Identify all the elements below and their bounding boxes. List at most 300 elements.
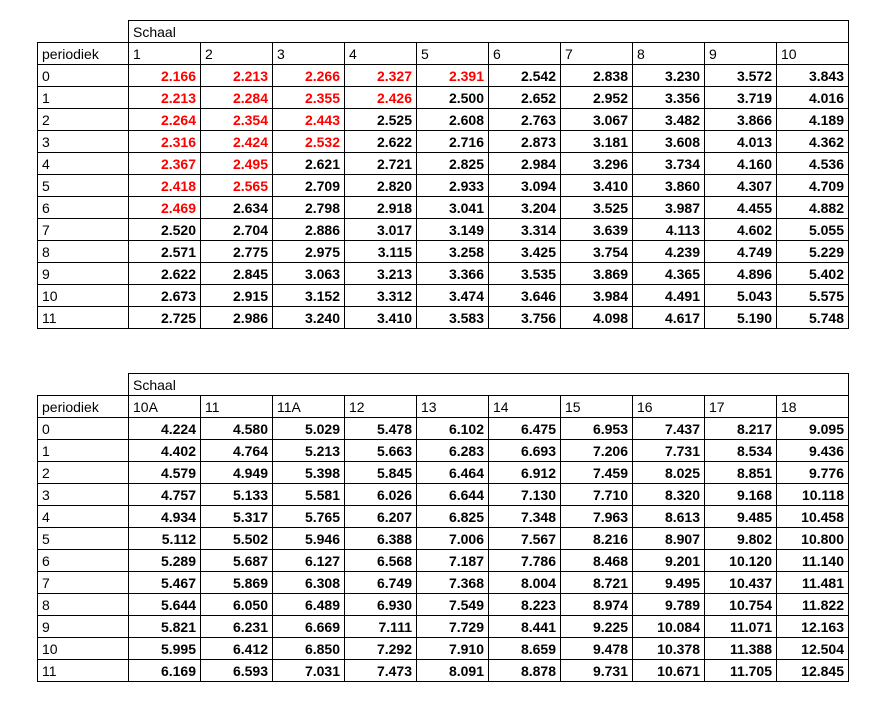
salary-value-cell: 2.918: [345, 197, 417, 219]
salary-value-cell: 3.041: [417, 197, 489, 219]
salary-value-cell: 6.169: [129, 660, 201, 682]
salary-value-cell: 2.571: [129, 241, 201, 263]
salary-value-cell: 5.229: [777, 241, 849, 263]
scale-column-header: 14: [489, 396, 561, 418]
periodiek-cell: 6: [38, 550, 129, 572]
salary-value-cell: 8.091: [417, 660, 489, 682]
salary-value-cell: 4.896: [705, 263, 777, 285]
group-header-row: [38, 374, 849, 396]
salary-value-cell: 5.029: [273, 418, 345, 440]
periodiek-cell: 7: [38, 572, 129, 594]
salary-value-cell: 3.213: [345, 263, 417, 285]
periodiek-cell: 8: [38, 241, 129, 263]
salary-value-cell: 3.535: [489, 263, 561, 285]
salary-value-cell: 3.312: [345, 285, 417, 307]
salary-value-cell: 2.424: [201, 131, 273, 153]
table-row: [38, 418, 849, 440]
scale-column-header: 3: [273, 43, 345, 65]
salary-value-cell: 11.705: [705, 660, 777, 682]
salary-value-cell: 3.754: [561, 241, 633, 263]
table-row: [38, 285, 849, 307]
salary-value-cell: 2.525: [345, 109, 417, 131]
salary-value-cell: 2.721: [345, 153, 417, 175]
salary-value-cell: 7.710: [561, 484, 633, 506]
salary-value-cell: 2.284: [201, 87, 273, 109]
salary-value-cell: 3.410: [345, 307, 417, 329]
table-row: [38, 440, 849, 462]
salary-value-cell: 3.149: [417, 219, 489, 241]
salary-value-cell: 2.532: [273, 131, 345, 153]
salary-value-cell: 3.240: [273, 307, 345, 329]
corner-cell: [38, 374, 129, 396]
salary-value-cell: 4.617: [633, 307, 705, 329]
salary-value-cell: 3.525: [561, 197, 633, 219]
table-row: [38, 241, 849, 263]
periodiek-cell: 4: [38, 153, 129, 175]
salary-value-cell: 2.542: [489, 65, 561, 87]
periodiek-cell: 8: [38, 594, 129, 616]
salary-value-cell: 9.789: [633, 594, 705, 616]
salary-value-cell: 4.764: [201, 440, 273, 462]
salary-value-cell: 3.181: [561, 131, 633, 153]
salary-value-cell: 5.946: [273, 528, 345, 550]
salary-value-cell: 6.953: [561, 418, 633, 440]
salary-value-cell: 6.489: [273, 594, 345, 616]
column-header-row: [38, 396, 849, 418]
salary-value-cell: 8.217: [705, 418, 777, 440]
salary-value-cell: 3.204: [489, 197, 561, 219]
periodiek-cell: 1: [38, 87, 129, 109]
salary-value-cell: 6.412: [201, 638, 273, 660]
salary-value-cell: 7.130: [489, 484, 561, 506]
salary-value-cell: 2.565: [201, 175, 273, 197]
salary-value-cell: 2.608: [417, 109, 489, 131]
salary-value-cell: 2.986: [201, 307, 273, 329]
salary-value-cell: 2.933: [417, 175, 489, 197]
salary-value-cell: 2.798: [273, 197, 345, 219]
salary-value-cell: 7.348: [489, 506, 561, 528]
salary-value-cell: 6.231: [201, 616, 273, 638]
table-row: [38, 638, 849, 660]
salary-value-cell: 6.388: [345, 528, 417, 550]
salary-value-cell: 3.482: [633, 109, 705, 131]
salary-value-cell: 6.283: [417, 440, 489, 462]
salary-value-cell: 5.845: [345, 462, 417, 484]
salary-value-cell: 7.473: [345, 660, 417, 682]
table-row: [38, 550, 849, 572]
salary-value-cell: 7.459: [561, 462, 633, 484]
table-row: [38, 87, 849, 109]
salary-value-cell: 9.168: [705, 484, 777, 506]
salary-value-cell: 3.639: [561, 219, 633, 241]
salary-value-cell: 2.709: [273, 175, 345, 197]
scale-column-header: 8: [633, 43, 705, 65]
salary-value-cell: 2.952: [561, 87, 633, 109]
periodiek-cell: 4: [38, 506, 129, 528]
salary-value-cell: 10.458: [777, 506, 849, 528]
salary-value-cell: 7.292: [345, 638, 417, 660]
scale-column-header: 11: [201, 396, 273, 418]
salary-value-cell: 2.355: [273, 87, 345, 109]
salary-value-cell: 8.004: [489, 572, 561, 594]
salary-value-cell: 7.731: [633, 440, 705, 462]
scale-column-header: 16: [633, 396, 705, 418]
salary-value-cell: 5.821: [129, 616, 201, 638]
salary-value-cell: 3.410: [561, 175, 633, 197]
salary-value-cell: 10.671: [633, 660, 705, 682]
salary-value-cell: 3.734: [633, 153, 705, 175]
salary-value-cell: 12.504: [777, 638, 849, 660]
salary-value-cell: 3.258: [417, 241, 489, 263]
salary-value-cell: 2.975: [273, 241, 345, 263]
salary-value-cell: 6.568: [345, 550, 417, 572]
salary-value-cell: 5.055: [777, 219, 849, 241]
salary-value-cell: 7.206: [561, 440, 633, 462]
corner-cell: [38, 21, 129, 43]
salary-value-cell: 2.622: [129, 263, 201, 285]
salary-value-cell: 7.567: [489, 528, 561, 550]
salary-value-cell: 6.308: [273, 572, 345, 594]
salary-value-cell: 4.491: [633, 285, 705, 307]
periodiek-cell: 6: [38, 197, 129, 219]
salary-value-cell: 11.481: [777, 572, 849, 594]
salary-value-cell: 11.822: [777, 594, 849, 616]
periodiek-cell: 0: [38, 418, 129, 440]
salary-value-cell: 6.693: [489, 440, 561, 462]
salary-table-2: [37, 373, 849, 682]
salary-value-cell: 3.866: [705, 109, 777, 131]
table-row: [38, 594, 849, 616]
salary-value-cell: 4.882: [777, 197, 849, 219]
scale-column-header: 13: [417, 396, 489, 418]
schaal-group-label: Schaal: [129, 21, 849, 43]
salary-value-cell: 7.549: [417, 594, 489, 616]
salary-value-cell: 2.266: [273, 65, 345, 87]
salary-value-cell: 2.763: [489, 109, 561, 131]
salary-value-cell: 10.800: [777, 528, 849, 550]
salary-value-cell: 12.845: [777, 660, 849, 682]
salary-value-cell: 8.907: [633, 528, 705, 550]
salary-value-cell: 3.719: [705, 87, 777, 109]
salary-value-cell: 7.111: [345, 616, 417, 638]
periodiek-cell: 7: [38, 219, 129, 241]
periodiek-cell: 2: [38, 462, 129, 484]
salary-value-cell: 8.613: [633, 506, 705, 528]
periodiek-cell: 11: [38, 307, 129, 329]
salary-value-cell: 2.367: [129, 153, 201, 175]
salary-value-cell: 2.443: [273, 109, 345, 131]
salary-value-cell: 2.725: [129, 307, 201, 329]
salary-value-cell: 5.289: [129, 550, 201, 572]
salary-value-cell: 10.120: [705, 550, 777, 572]
salary-value-cell: 7.963: [561, 506, 633, 528]
salary-value-cell: 6.475: [489, 418, 561, 440]
salary-value-cell: 3.356: [633, 87, 705, 109]
salary-value-cell: 8.721: [561, 572, 633, 594]
salary-value-cell: 2.873: [489, 131, 561, 153]
salary-value-cell: 5.190: [705, 307, 777, 329]
salary-value-cell: 9.731: [561, 660, 633, 682]
salary-value-cell: 7.729: [417, 616, 489, 638]
salary-value-cell: 2.652: [489, 87, 561, 109]
salary-value-cell: 5.398: [273, 462, 345, 484]
salary-value-cell: 11.140: [777, 550, 849, 572]
salary-value-cell: 2.354: [201, 109, 273, 131]
table-row: [38, 175, 849, 197]
periodiek-cell: 1: [38, 440, 129, 462]
salary-value-cell: 2.166: [129, 65, 201, 87]
salary-value-cell: 4.949: [201, 462, 273, 484]
salary-value-cell: 2.775: [201, 241, 273, 263]
salary-value-cell: 4.224: [129, 418, 201, 440]
salary-value-cell: 8.441: [489, 616, 561, 638]
salary-value-cell: 3.984: [561, 285, 633, 307]
salary-value-cell: 9.478: [561, 638, 633, 660]
salary-value-cell: 4.602: [705, 219, 777, 241]
table-row: [38, 197, 849, 219]
salary-value-cell: 10.378: [633, 638, 705, 660]
column-header-row: [38, 43, 849, 65]
salary-value-cell: 8.216: [561, 528, 633, 550]
periodiek-cell: 3: [38, 484, 129, 506]
salary-value-cell: 5.765: [273, 506, 345, 528]
salary-value-cell: 8.025: [633, 462, 705, 484]
salary-value-cell: 7.368: [417, 572, 489, 594]
salary-value-cell: 6.850: [273, 638, 345, 660]
table-row: [38, 484, 849, 506]
salary-value-cell: 3.646: [489, 285, 561, 307]
salary-value-cell: 4.113: [633, 219, 705, 241]
salary-value-cell: 4.189: [777, 109, 849, 131]
table-row: [38, 131, 849, 153]
salary-value-cell: 6.930: [345, 594, 417, 616]
salary-value-cell: 3.017: [345, 219, 417, 241]
salary-value-cell: 2.391: [417, 65, 489, 87]
salary-value-cell: 3.063: [273, 263, 345, 285]
salary-value-cell: 5.581: [273, 484, 345, 506]
salary-value-cell: 6.825: [417, 506, 489, 528]
salary-value-cell: 2.622: [345, 131, 417, 153]
salary-value-cell: 8.878: [489, 660, 561, 682]
salary-value-cell: 5.995: [129, 638, 201, 660]
periodiek-cell: 10: [38, 638, 129, 660]
salary-value-cell: 3.572: [705, 65, 777, 87]
salary-value-cell: 5.575: [777, 285, 849, 307]
salary-value-cell: 2.915: [201, 285, 273, 307]
periodiek-cell: 11: [38, 660, 129, 682]
salary-value-cell: 4.579: [129, 462, 201, 484]
scale-column-header: 18: [777, 396, 849, 418]
salary-value-cell: 5.687: [201, 550, 273, 572]
salary-value-cell: 10.754: [705, 594, 777, 616]
salary-value-cell: 3.296: [561, 153, 633, 175]
periodiek-cell: 3: [38, 131, 129, 153]
salary-value-cell: 2.327: [345, 65, 417, 87]
salary-value-cell: 3.583: [417, 307, 489, 329]
salary-value-cell: 5.644: [129, 594, 201, 616]
salary-value-cell: 9.201: [633, 550, 705, 572]
salary-value-cell: 3.115: [345, 241, 417, 263]
salary-value-cell: 4.098: [561, 307, 633, 329]
salary-value-cell: 6.749: [345, 572, 417, 594]
salary-value-cell: 2.469: [129, 197, 201, 219]
salary-value-cell: 5.112: [129, 528, 201, 550]
salary-value-cell: 2.418: [129, 175, 201, 197]
salary-value-cell: 6.644: [417, 484, 489, 506]
salary-value-cell: 8.223: [489, 594, 561, 616]
salary-table-1: [37, 20, 849, 329]
salary-value-cell: 10.118: [777, 484, 849, 506]
salary-value-cell: 10.084: [633, 616, 705, 638]
salary-value-cell: 2.213: [201, 65, 273, 87]
periodiek-cell: 2: [38, 109, 129, 131]
salary-value-cell: 4.709: [777, 175, 849, 197]
salary-value-cell: 5.467: [129, 572, 201, 594]
salary-value-cell: 4.934: [129, 506, 201, 528]
scale-column-header: 10: [777, 43, 849, 65]
salary-value-cell: 3.474: [417, 285, 489, 307]
salary-value-cell: 6.102: [417, 418, 489, 440]
scale-column-header: 5: [417, 43, 489, 65]
table-row: [38, 219, 849, 241]
table-row: [38, 660, 849, 682]
scale-column-header: 4: [345, 43, 417, 65]
salary-value-cell: 3.094: [489, 175, 561, 197]
salary-value-cell: 4.455: [705, 197, 777, 219]
salary-value-cell: 4.757: [129, 484, 201, 506]
salary-value-cell: 9.802: [705, 528, 777, 550]
periodiek-cell: 9: [38, 616, 129, 638]
salary-value-cell: 2.621: [273, 153, 345, 175]
salary-value-cell: 9.495: [633, 572, 705, 594]
salary-value-cell: 7.006: [417, 528, 489, 550]
salary-value-cell: 2.264: [129, 109, 201, 131]
scale-column-header: 6: [489, 43, 561, 65]
salary-value-cell: 2.845: [201, 263, 273, 285]
salary-value-cell: 7.187: [417, 550, 489, 572]
salary-value-cell: 5.478: [345, 418, 417, 440]
salary-value-cell: 6.912: [489, 462, 561, 484]
salary-value-cell: 2.820: [345, 175, 417, 197]
salary-value-cell: 3.608: [633, 131, 705, 153]
salary-value-cell: 6.050: [201, 594, 273, 616]
salary-value-cell: 2.520: [129, 219, 201, 241]
salary-value-cell: 8.468: [561, 550, 633, 572]
salary-value-cell: 5.748: [777, 307, 849, 329]
salary-value-cell: 2.495: [201, 153, 273, 175]
salary-value-cell: 2.838: [561, 65, 633, 87]
salary-value-cell: 6.593: [201, 660, 273, 682]
salary-value-cell: 9.225: [561, 616, 633, 638]
salary-value-cell: 3.314: [489, 219, 561, 241]
salary-value-cell: 6.127: [273, 550, 345, 572]
salary-value-cell: 4.362: [777, 131, 849, 153]
salary-value-cell: 2.704: [201, 219, 273, 241]
salary-value-cell: 8.659: [489, 638, 561, 660]
periodiek-cell: 0: [38, 65, 129, 87]
salary-value-cell: 2.716: [417, 131, 489, 153]
schaal-group-label: Schaal: [129, 374, 849, 396]
salary-value-cell: 5.133: [201, 484, 273, 506]
salary-value-cell: 9.436: [777, 440, 849, 462]
periodiek-cell: 5: [38, 528, 129, 550]
scale-column-header: 17: [705, 396, 777, 418]
salary-value-cell: 9.095: [777, 418, 849, 440]
scale-column-header: 12: [345, 396, 417, 418]
scale-column-header: 2: [201, 43, 273, 65]
salary-value-cell: 2.500: [417, 87, 489, 109]
salary-value-cell: 7.786: [489, 550, 561, 572]
salary-value-cell: 5.317: [201, 506, 273, 528]
salary-value-cell: 3.425: [489, 241, 561, 263]
salary-value-cell: 2.825: [417, 153, 489, 175]
salary-value-cell: 5.869: [201, 572, 273, 594]
scale-column-header: 11A: [273, 396, 345, 418]
salary-value-cell: 10.437: [705, 572, 777, 594]
table-row: [38, 506, 849, 528]
salary-value-cell: 4.402: [129, 440, 201, 462]
salary-value-cell: 2.213: [129, 87, 201, 109]
salary-value-cell: 11.388: [705, 638, 777, 660]
salary-value-cell: 2.316: [129, 131, 201, 153]
salary-value-cell: 2.426: [345, 87, 417, 109]
salary-value-cell: 5.043: [705, 285, 777, 307]
periodiek-cell: 5: [38, 175, 129, 197]
salary-value-cell: 11.071: [705, 616, 777, 638]
periodiek-cell: 10: [38, 285, 129, 307]
salary-value-cell: 4.016: [777, 87, 849, 109]
salary-value-cell: 8.974: [561, 594, 633, 616]
periodiek-header: periodiek: [38, 396, 129, 418]
salary-value-cell: 8.851: [705, 462, 777, 484]
salary-value-cell: 3.987: [633, 197, 705, 219]
salary-value-cell: 8.534: [705, 440, 777, 462]
table-row: [38, 153, 849, 175]
salary-value-cell: 7.031: [273, 660, 345, 682]
group-header-row: [38, 21, 849, 43]
scale-column-header: 9: [705, 43, 777, 65]
salary-value-cell: 2.886: [273, 219, 345, 241]
salary-value-cell: 2.634: [201, 197, 273, 219]
table-row: [38, 616, 849, 638]
table-row: [38, 65, 849, 87]
salary-value-cell: 3.869: [561, 263, 633, 285]
salary-value-cell: 8.320: [633, 484, 705, 506]
salary-value-cell: 5.502: [201, 528, 273, 550]
salary-value-cell: 3.067: [561, 109, 633, 131]
salary-value-cell: 3.843: [777, 65, 849, 87]
scale-column-header: 15: [561, 396, 633, 418]
salary-value-cell: 3.230: [633, 65, 705, 87]
salary-value-cell: 9.776: [777, 462, 849, 484]
salary-value-cell: 4.580: [201, 418, 273, 440]
salary-value-cell: 5.213: [273, 440, 345, 462]
salary-value-cell: 3.860: [633, 175, 705, 197]
salary-value-cell: 3.756: [489, 307, 561, 329]
salary-value-cell: 5.402: [777, 263, 849, 285]
periodiek-header: periodiek: [38, 43, 129, 65]
salary-value-cell: 4.160: [705, 153, 777, 175]
salary-value-cell: 6.207: [345, 506, 417, 528]
scale-column-header: 7: [561, 43, 633, 65]
salary-value-cell: 4.307: [705, 175, 777, 197]
salary-value-cell: 9.485: [705, 506, 777, 528]
table-row: [38, 462, 849, 484]
salary-value-cell: 4.749: [705, 241, 777, 263]
periodiek-cell: 9: [38, 263, 129, 285]
salary-value-cell: 6.026: [345, 484, 417, 506]
salary-value-cell: 4.013: [705, 131, 777, 153]
